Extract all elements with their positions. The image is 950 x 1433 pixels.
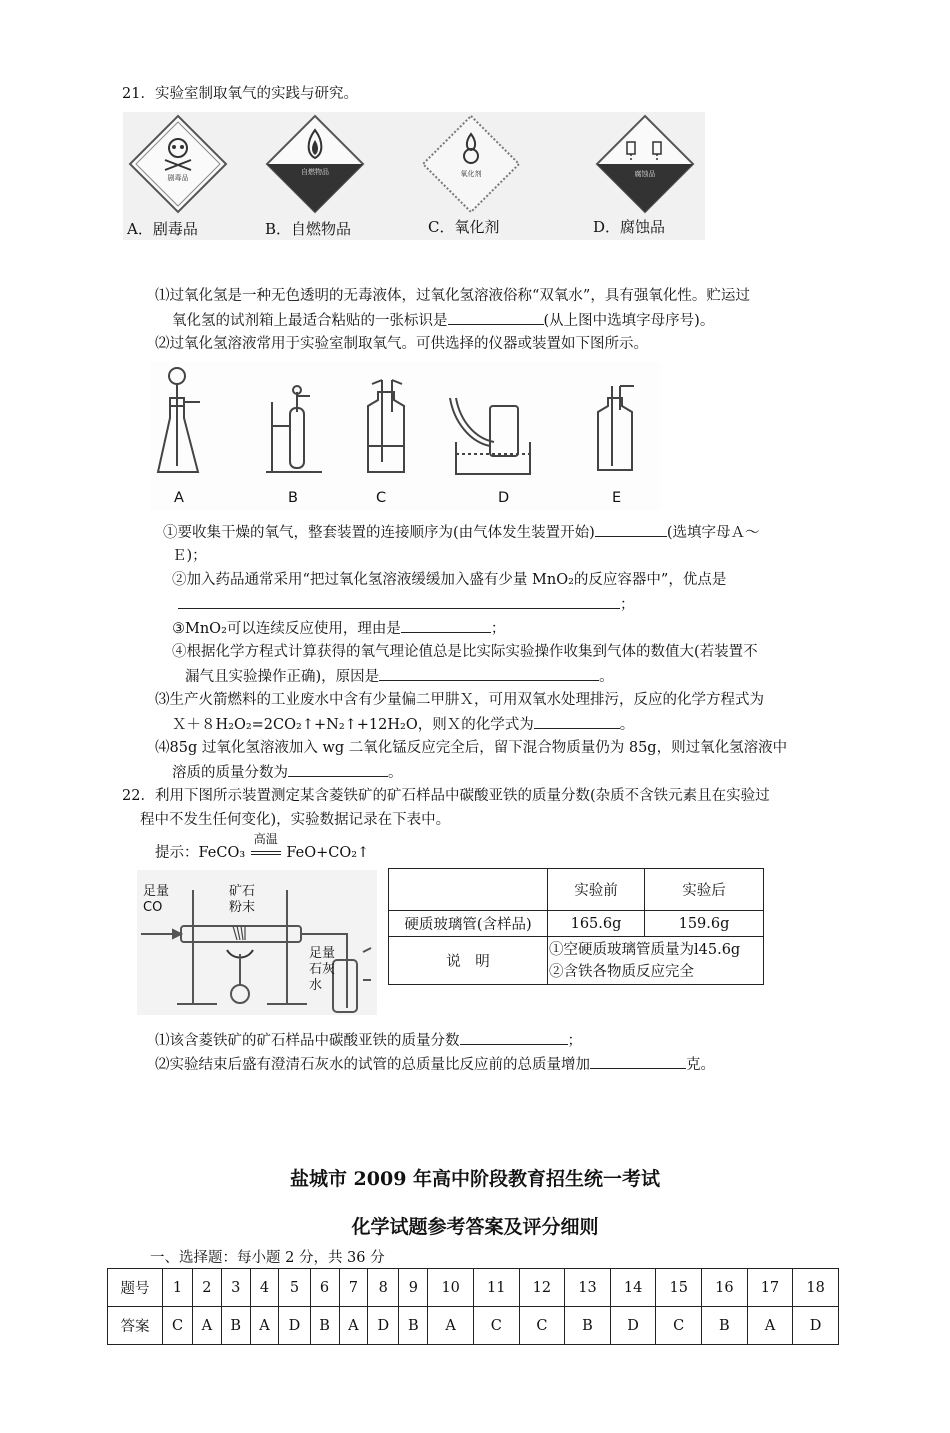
q22-sub1-text-b: ； — [567, 1033, 582, 1049]
question-number-cell: 3 — [221, 1269, 250, 1307]
answer-blank — [595, 522, 667, 537]
table-header-cell — [389, 869, 548, 911]
answer-cell: B — [310, 1307, 339, 1345]
table-row — [389, 911, 764, 937]
question-number-cell: 17 — [747, 1269, 793, 1307]
corrosive-sign-text: 腐蚀品 — [634, 170, 656, 178]
lime-label-1: 足量 — [309, 946, 336, 961]
q21-s1-text-a: ①要收集干燥的氧气，整套装置的连接顺序为(由气体发生装置开始) — [163, 525, 595, 541]
question-number-cell: 7 — [339, 1269, 368, 1307]
q21-p3-text-a: Ｘ＋８H₂O₂=2CO₂↑+N₂↑+12H₂O，则Ｘ的化学式为 — [172, 717, 534, 733]
question-number-cell: 6 — [310, 1269, 339, 1307]
q21-p2: ⑵过氧化氢溶液常用于实验室制取氧气。可供选择的仪器或装置如下图所示。 — [155, 336, 648, 352]
reaction-condition: 高温 — [253, 832, 278, 846]
lime-label-3: 水 — [309, 978, 323, 993]
hazard-signs-figure — [123, 112, 705, 240]
sign-label-a: A．剧毒品 — [127, 220, 198, 238]
question-number-cell: 10 — [428, 1269, 474, 1307]
apparatus-label-b: B — [288, 490, 298, 506]
limewater-label — [309, 946, 335, 994]
question-number-cell: 5 — [279, 1269, 310, 1307]
apparatus-label-a: A — [174, 490, 184, 506]
question-number-cell: 16 — [702, 1269, 748, 1307]
q21-p3-line1: ⑶生产火箭燃料的工业废水中含有少量偏二甲肼Ｘ，可用双氧水处理排污，反应的化学方程式为 — [155, 692, 764, 708]
sign-label-b: B．自燃物品 — [265, 220, 352, 238]
q21-s2-line1: ②加入药品通常采用“把过氧化氢溶液缓缓加入盛有少量 MnO₂的反应容器中”，优点是 — [172, 572, 727, 588]
q21-s2-text-end: ； — [620, 597, 635, 613]
question-number-cell: 1 — [163, 1269, 193, 1307]
toxic-sign-text: 剧毒品 — [167, 174, 189, 182]
question-number-cell: 15 — [656, 1269, 702, 1307]
answer-row — [108, 1307, 839, 1345]
q21-s4-text-a: 漏气且实验操作正确)，原因是 — [185, 669, 380, 685]
flame-sign-text: 自燃物品 — [301, 168, 329, 176]
answer-cell: D — [368, 1307, 399, 1345]
q21-p4-line1: ⑷85g 过氧化氢溶液加入 wg 二氧化锰反应完全后，留下混合物质量仍为 85g，则过氧化氢溶液中 — [155, 740, 788, 756]
answer-cell: B — [702, 1307, 748, 1345]
q21-p3-line2 — [172, 714, 634, 735]
q22-sub2-text-b: 克。 — [686, 1057, 715, 1073]
answer-blank — [534, 714, 620, 729]
value-after: 159.6g — [645, 911, 764, 937]
corrosive-sign-icon — [597, 116, 693, 212]
answer-cell: C — [163, 1307, 193, 1345]
co-reduction-apparatus-figure — [137, 870, 377, 1015]
answer-cell: B — [221, 1307, 250, 1345]
question-number-cell: 14 — [610, 1269, 656, 1307]
q22-sub1 — [155, 1030, 582, 1051]
q21-s2-line2 — [178, 594, 635, 615]
q22-line2: 程中不发生任何变化)，实验数据记录在下表中。 — [140, 812, 451, 828]
co-label-2: CO — [143, 900, 163, 915]
q21-title: 21．实验室制取氧气的实践与研究。 — [122, 86, 358, 102]
answer-blank — [178, 594, 620, 609]
note-cell — [548, 937, 764, 985]
answer-cell: C — [656, 1307, 702, 1345]
apparatus-label-c: C — [376, 490, 387, 506]
answer-cell: D — [279, 1307, 310, 1345]
experiment-data-table — [388, 868, 764, 985]
q21-s4-line2 — [185, 666, 614, 687]
ore-label-2: 粉末 — [229, 900, 256, 915]
apparatus-label-e: E — [612, 490, 622, 506]
oxidizer-sign-icon — [423, 116, 519, 212]
answer-blank — [460, 1030, 568, 1045]
table-header-row — [389, 869, 764, 911]
q21-p1-line1: ⑴过氧化氢是一种无色透明的无毒液体，过氧化氢溶液俗称“双氧水”，具有强氧化性。贮运过 — [155, 288, 750, 304]
q21-p1-line2 — [172, 310, 714, 331]
q22-line1: 22．利用下图所示装置测定某含菱铁矿的矿石样品中碳酸亚铁的质量分数(杂质不含铁元素且在实验过 — [122, 788, 770, 804]
co-label — [143, 884, 169, 916]
q22-sub1-text-a: ⑴该含菱铁矿的矿石样品中碳酸亚铁的质量分数 — [155, 1033, 460, 1049]
row-label: 题号 — [108, 1269, 163, 1307]
answer-blank — [288, 762, 388, 777]
question-number-cell: 2 — [193, 1269, 222, 1307]
answer-cell: C — [519, 1307, 565, 1345]
question-number-row — [108, 1269, 839, 1307]
question-number-cell: 12 — [519, 1269, 565, 1307]
answer-cell: C — [473, 1307, 519, 1345]
q21-s4-text-b: 。 — [599, 669, 614, 685]
note-line: ①空硬质玻璃管质量为l45.6g — [549, 941, 741, 958]
answer-cell: D — [610, 1307, 656, 1345]
q21-p1-text-a: 氧化氢的试剂箱上最适合粘贴的一张标识是 — [172, 313, 448, 329]
row-label: 答案 — [108, 1307, 163, 1345]
q22-sub2 — [155, 1054, 715, 1075]
q21-s3-text-b: ； — [490, 621, 506, 637]
answer-blank — [590, 1054, 686, 1069]
apparatus-figure — [150, 362, 660, 510]
answer-cell: A — [250, 1307, 279, 1345]
table-header-cell: 实验前 — [548, 869, 645, 911]
note-line: ②含铁各物质反应完全 — [549, 963, 694, 980]
q22-hint — [155, 832, 370, 863]
answer-cell: B — [565, 1307, 611, 1345]
answer-key-table — [107, 1268, 839, 1345]
ore-label-1: 矿石 — [229, 884, 256, 899]
q21-s4-line1: ④根据化学方程式计算获得的氧气理论值总是比实际实验操作收集到气体的数值大(若装置不 — [172, 644, 758, 660]
toxic-sign-icon — [130, 116, 226, 212]
ore-label — [229, 884, 255, 916]
co-reduction-svg — [137, 870, 377, 1015]
answer-cell: D — [793, 1307, 839, 1345]
value-before: 165.6g — [548, 911, 645, 937]
sign-label-c: C．氧化剂 — [428, 218, 500, 236]
answer-cell: A — [747, 1307, 793, 1345]
ore-powder-icon — [233, 926, 245, 940]
q21-p4-line2 — [172, 762, 403, 783]
reaction-arrow — [250, 832, 282, 863]
row-label: 硬质玻璃管(含样品) — [389, 911, 548, 937]
q21-s3 — [172, 618, 505, 639]
answer-blank — [401, 618, 491, 633]
answer-cell: A — [193, 1307, 222, 1345]
answer-blank — [448, 310, 544, 325]
q21-p4-text-a: 溶质的质量分数为 — [172, 765, 288, 781]
note-label: 说 明 — [389, 937, 548, 985]
apparatus-label-d: D — [498, 490, 510, 506]
table-row — [389, 937, 764, 985]
q21-p4-text-b: 。 — [388, 765, 403, 781]
q21-s1-line2: Ｅ)； — [172, 548, 207, 564]
q21-s3-text-a: ③MnO₂可以连续反应使用，理由是 — [172, 621, 401, 637]
question-number-cell: 13 — [565, 1269, 611, 1307]
answer-cell: A — [339, 1307, 368, 1345]
sign-label-d: D．腐蚀品 — [593, 218, 666, 236]
q21-s1-line1 — [163, 522, 759, 543]
co-label-1: 足量 — [143, 884, 170, 899]
question-number-cell: 9 — [399, 1269, 428, 1307]
hint-prefix: 提示：FeCO₃ — [155, 845, 246, 861]
answers-subtitle: 化学试题参考答案及评分细则 — [351, 1216, 599, 1238]
answer-blank — [379, 666, 599, 681]
question-number-cell: 8 — [368, 1269, 399, 1307]
question-number-cell: 18 — [793, 1269, 839, 1307]
answers-title: 盐城市 2009 年高中阶段教育招生统一考试 — [289, 1168, 661, 1190]
hint-suffix: FeO+CO₂↑ — [286, 845, 370, 861]
flame-sign-icon — [267, 116, 363, 212]
lime-label-2: 石灰 — [309, 962, 336, 977]
q21-p3-text-b: 。 — [619, 717, 635, 733]
q21-p1-text-b: (从上图中选填字母序号)。 — [543, 313, 715, 329]
question-number-cell: 4 — [250, 1269, 279, 1307]
oxidizer-sign-text: 氧化剂 — [460, 170, 482, 178]
q21-s1-text-b: (选填字母Ａ～ — [666, 525, 760, 541]
answer-cell: A — [428, 1307, 474, 1345]
answers-section-heading: 一、选择题：每小题 2 分，共 36 分 — [150, 1250, 385, 1266]
question-number-cell: 11 — [473, 1269, 519, 1307]
answer-cell: B — [399, 1307, 428, 1345]
table-header-cell: 实验后 — [645, 869, 764, 911]
q22-sub2-text-a: ⑵实验结束后盛有澄清石灰水的试管的总质量比反应前的总质量增加 — [155, 1057, 590, 1073]
apparatus-svg — [150, 362, 660, 510]
